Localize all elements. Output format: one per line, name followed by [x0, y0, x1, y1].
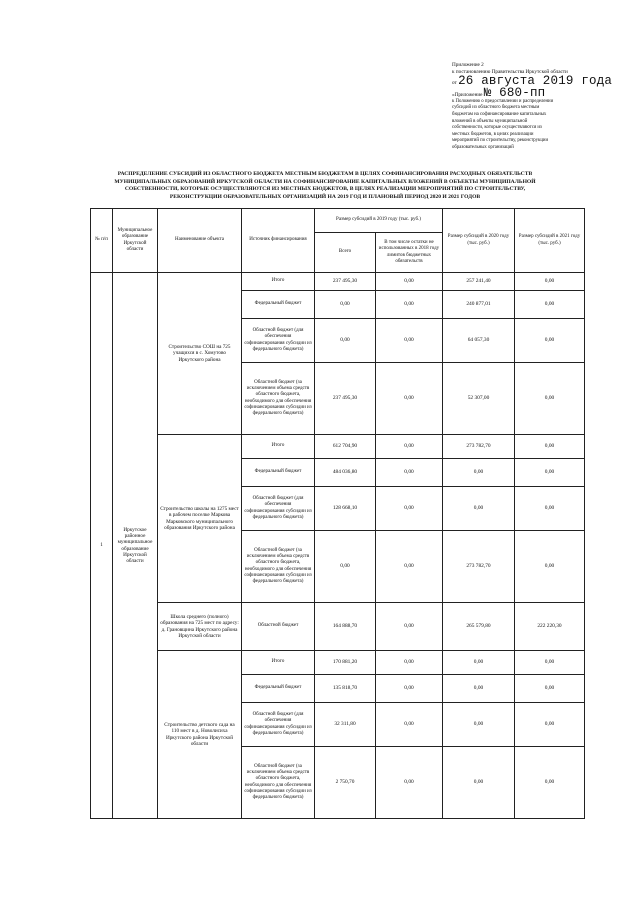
total-2019-cell: 237 495,30	[315, 273, 376, 291]
source-cell: Областной бюджет (для обеспечения софинансирования субсидии из федерального бюджета)	[242, 487, 315, 531]
document-header	[452, 62, 613, 152]
remainder-2019-cell: 0,00	[376, 273, 443, 291]
table-row	[91, 603, 585, 651]
source-cell: Областной бюджет (за исключением объема средств областного бюджета, необходимого для обеспечения софинансирования субсидии из федерального бюджета)	[242, 531, 315, 603]
total-2019-cell: 612 704,90	[315, 435, 376, 459]
source-cell: Областной бюджет	[242, 603, 315, 651]
amount-2021-cell: 0,00	[515, 273, 585, 291]
amount-2020-cell: 0,00	[443, 747, 515, 819]
amount-2021-cell: 0,00	[515, 703, 585, 747]
appendix-note-line: вложений в объекты муниципальной	[452, 118, 528, 124]
remainder-2019-cell: 0,00	[376, 747, 443, 819]
title-line: РЕКОНСТРУКЦИИ ОБРАЗОВАТЕЛЬНЫХ ОРГАНИЗАЦИЙ НА 2019 ГОД И ПЛАНОВЫЙ ПЕРИОД 2020 И 2021 ГОДОВ	[169, 193, 481, 200]
amount-2021-cell: 0,00	[515, 531, 585, 603]
source-cell: Областной бюджет (за исключением объема средств областного бюджета, необходимого для обеспечения софинансирования субсидии из федерального бюджета)	[242, 363, 315, 435]
source-cell: Итого	[242, 651, 315, 675]
number-prefix: «Приложение	[452, 91, 483, 98]
source-cell: Областной бюджет (для обеспечения софинансирования субсидии из федерального бюджета)	[242, 703, 315, 747]
appendix-note-line: субсидий из областного бюджета местным	[452, 105, 540, 111]
total-2019-cell: 2 750,70	[315, 747, 376, 819]
table-row	[91, 435, 585, 459]
source-cell: Федеральный бюджет	[242, 291, 315, 319]
amount-2021-cell: 0,00	[515, 747, 585, 819]
source-cell: Федеральный бюджет	[242, 675, 315, 703]
appendix-label: Приложение 2	[452, 62, 484, 68]
object-name-cell: Строительство школы на 1275 мест в рабочем поселке Маркова Марковского муниципального образования Иркутского района	[158, 435, 242, 603]
amount-2020-cell: 52 307,00	[443, 363, 515, 435]
source-cell: Итого	[242, 435, 315, 459]
remainder-2019-cell: 0,00	[376, 319, 443, 363]
source-cell: Федеральный бюджет	[242, 459, 315, 487]
source-cell: Итого	[242, 273, 315, 291]
amount-2020-cell: 0,00	[443, 703, 515, 747]
title-line: МУНИЦИПАЛЬНЫХ ОБРАЗОВАНИЙ ИРКУТСКОЙ ОБЛАСТИ НА СОФИНАНСИРОВАНИЕ КАПИТАЛЬНЫХ ВЛОЖЕНИЙ В ОБЪЕКТЫ МУНИЦИПАЛЬНОЙ	[114, 178, 536, 185]
resolution-number: № 680-пп	[483, 85, 546, 100]
remainder-2019-cell: 0,00	[376, 459, 443, 487]
row-number-cell: 1	[91, 273, 113, 819]
appendix-note-line: к Положению о предоставлении и распределении	[452, 98, 554, 104]
amount-2020-cell: 0,00	[443, 459, 515, 487]
resolution-date: 26 августа 2019 года	[458, 74, 613, 89]
remainder-2019-cell: 0,00	[376, 363, 443, 435]
title-line: СОБСТВЕННОСТИ, КОТОРЫЕ ОСУЩЕСТВЛЯЮТСЯ ИЗ МЕСТНЫХ БЮДЖЕТОВ, В ЦЕЛЯХ РЕАЛИЗАЦИИ МЕРОПРИЯТИЙ ПО СТРОИТЕЛЬСТВУ,	[124, 186, 526, 193]
appendix-note	[452, 99, 602, 152]
total-2019-cell: 32 311,80	[315, 703, 376, 747]
appendix-note-line: мероприятий по строительству, реконструкции	[452, 138, 549, 144]
col-header-num: № п/п	[91, 209, 113, 273]
subsidy-table	[90, 208, 585, 819]
object-name-cell: Школа среднего (полного) образования на 725 мест по адресу: д. Грановщина Иркутского района Иркутской области	[158, 603, 242, 651]
amount-2021-cell: 0,00	[515, 319, 585, 363]
remainder-2019-cell: 0,00	[376, 703, 443, 747]
amount-2020-cell: 0,00	[443, 487, 515, 531]
table-row	[91, 651, 585, 675]
col-header-2019: Размер субсидий в 2019 году (тыс. руб.)	[315, 209, 443, 233]
total-2019-cell: 0,00	[315, 319, 376, 363]
amount-2020-cell: 64 057,30	[443, 319, 515, 363]
object-name-cell: Строительство СОШ на 725 учащихся в с. Хомутово Иркутского района	[158, 273, 242, 435]
amount-2021-cell: 0,00	[515, 363, 585, 435]
col-header-remainder: В том числе остатки не использованных в 2018 году лимитов бюджетных обязательств	[376, 233, 443, 273]
remainder-2019-cell: 0,00	[376, 487, 443, 531]
col-header-2021: Размер субсидий в 2021 году (тыс. руб.)	[515, 209, 585, 273]
table-row	[91, 273, 585, 291]
col-header-2020: Размер субсидий в 2020 году (тыс. руб.)	[443, 209, 515, 273]
total-2019-cell: 0,00	[315, 291, 376, 319]
amount-2021-cell: 0,00	[515, 291, 585, 319]
remainder-2019-cell: 0,00	[376, 651, 443, 675]
amount-2020-cell: 273 782,70	[443, 435, 515, 459]
date-prefix: от	[452, 80, 457, 87]
document-title	[105, 171, 545, 201]
amount-2020-cell: 265 579,80	[443, 603, 515, 651]
source-cell: Областной бюджет (для обеспечения софинансирования субсидии из федерального бюджета)	[242, 319, 315, 363]
object-name-cell: Строительство детского сада на 110 мест в д. Новолисиха Иркутского района Иркутской области	[158, 651, 242, 819]
remainder-2019-cell: 0,00	[376, 291, 443, 319]
total-2019-cell: 237 495,30	[315, 363, 376, 435]
col-header-object: Наименование объекта	[158, 209, 242, 273]
total-2019-cell: 484 036,80	[315, 459, 376, 487]
remainder-2019-cell: 0,00	[376, 435, 443, 459]
amount-2020-cell: 240 877,01	[443, 291, 515, 319]
amount-2021-cell: 0,00	[515, 459, 585, 487]
source-cell: Областной бюджет (за исключением объема средств областного бюджета, необходимого для обеспечения софинансирования субсидии из федерального бюджета)	[242, 747, 315, 819]
amount-2021-cell: 0,00	[515, 675, 585, 703]
col-header-total: Всего	[315, 233, 376, 273]
remainder-2019-cell: 0,00	[376, 603, 443, 651]
amount-2021-cell: 0,00	[515, 435, 585, 459]
resolution-label: к постановлению Правительства Иркутской области	[452, 69, 568, 76]
total-2019-cell: 135 818,70	[315, 675, 376, 703]
municipality-cell: Иркутское районное муниципальное образование Иркутской области	[113, 273, 158, 819]
amount-2020-cell: 0,00	[443, 675, 515, 703]
col-header-source: Источник финансирования	[242, 209, 315, 273]
total-2019-cell: 0,00	[315, 531, 376, 603]
amount-2021-cell: 222 220,30	[515, 603, 585, 651]
remainder-2019-cell: 0,00	[376, 675, 443, 703]
total-2019-cell: 164 888,70	[315, 603, 376, 651]
amount-2020-cell: 273 782,70	[443, 531, 515, 603]
remainder-2019-cell: 0,00	[376, 531, 443, 603]
appendix-note-line: собственности, которые осуществляются из	[452, 125, 542, 131]
appendix-note-line: бюджетам на софинансирование капитальных	[452, 112, 547, 117]
col-header-municipality: Муниципальное образование Иркутской области	[113, 209, 158, 273]
appendix-note-line: местных бюджетов, в целях реализации	[452, 131, 534, 137]
amount-2021-cell: 0,00	[515, 651, 585, 675]
amount-2020-cell: 257 241,40	[443, 273, 515, 291]
amount-2021-cell: 0,00	[515, 487, 585, 531]
total-2019-cell: 128 668,10	[315, 487, 376, 531]
appendix-note-line: образовательных организаций	[452, 144, 514, 150]
amount-2020-cell: 0,00	[443, 651, 515, 675]
title-line: РАСПРЕДЕЛЕНИЕ СУБСИДИЙ ИЗ ОБЛАСТНОГО БЮДЖЕТА МЕСТНЫМ БЮДЖЕТАМ В ЦЕЛЯХ СОФИНАНСИРОВАНИЯ РАСХОДНЫХ ОБЯЗАТЕЛЬСТВ	[117, 171, 533, 177]
total-2019-cell: 170 881,20	[315, 651, 376, 675]
